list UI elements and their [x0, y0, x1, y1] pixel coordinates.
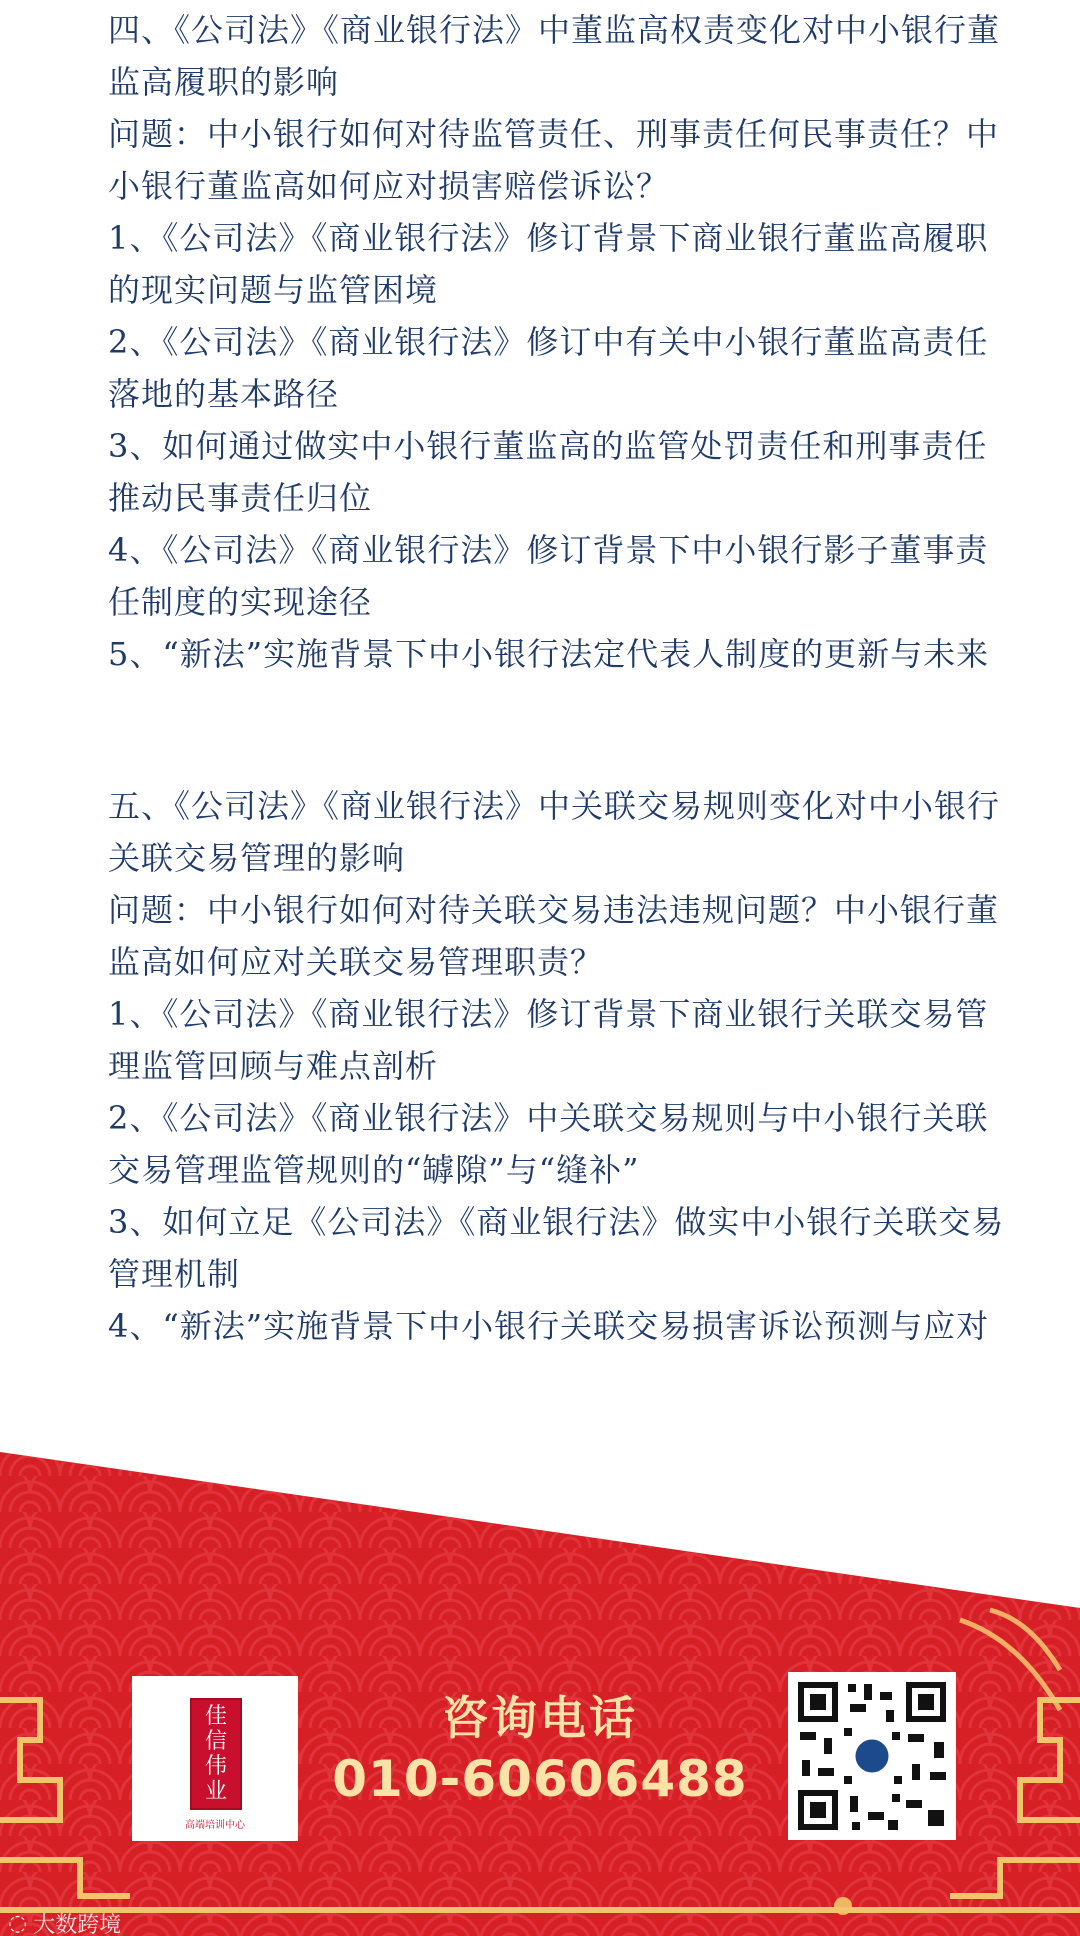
section-5	[108, 780, 1008, 1352]
section-4-item-3: 3、如何通过做实中小银行董监高的监管处罚责任和刑事责任推动民事责任归位	[108, 427, 988, 517]
section-5-title: 五、《公司法》《商业银行法》中关联交易规则变化对中小银行关联交易管理的影响	[108, 787, 1001, 877]
footer-banner	[0, 1440, 1080, 1936]
section-4	[108, 4, 1008, 680]
logo-char-3: 伟	[204, 1754, 227, 1779]
logo-char-1: 佳	[204, 1704, 227, 1729]
watermark	[8, 1908, 121, 1936]
logo-char-2: 信	[204, 1729, 227, 1754]
qr-code[interactable]	[788, 1672, 956, 1840]
section-5-question: 问题：中小银行如何对待关联交易违法违规问题？中小银行董监高如何应对关联交易管理职责？	[108, 891, 1000, 981]
watermark-text: 大数跨境	[33, 1913, 122, 1936]
contact-phone-number[interactable]: 010-60606488	[332, 1750, 748, 1808]
section-4-title: 四、《公司法》《商业银行法》中董监高权责变化对中小银行董监高履职的影响	[108, 11, 1001, 101]
section-5-item-4: 4、“新法”实施背景下中小银行关联交易损害诉讼预测与应对	[108, 1307, 990, 1345]
company-logo	[132, 1676, 298, 1841]
logo-seal	[190, 1698, 242, 1810]
section-5-item-3: 3、如何立足《公司法》《商业银行法》做实中小银行关联交易管理机制	[108, 1203, 1005, 1293]
watermark-logo-icon: ◌	[8, 1911, 28, 1936]
section-5-item-2: 2、《公司法》《商业银行法》中关联交易规则与中小银行关联交易管理监管规则的“罅隙”与“缝补”	[108, 1099, 989, 1189]
section-5-item-1: 1、《公司法》《商业银行法》修订背景下商业银行关联交易管理监管回顾与难点剖析	[108, 995, 989, 1085]
logo-char-4: 业	[204, 1779, 227, 1804]
qr-code-icon	[788, 1672, 956, 1840]
section-4-item-2: 2、《公司法》《商业银行法》修订中有关中小银行董监高责任落地的基本路径	[108, 323, 989, 413]
section-4-item-5: 5、“新法”实施背景下中小银行法定代表人制度的更新与未来	[108, 635, 990, 673]
logo-subtitle: 高端培训中心	[185, 1820, 245, 1831]
section-4-question: 问题：中小银行如何对待监管责任、刑事责任何民事责任？中小银行董监高如何应对损害赔偿诉讼？	[108, 115, 1000, 205]
contact-title: 咨询电话	[442, 1691, 638, 1745]
section-4-item-4: 4、《公司法》《商业银行法》修订背景下中小银行影子董事责任制度的实现途径	[108, 531, 989, 621]
section-4-item-1: 1、《公司法》《商业银行法》修订背景下商业银行董监高履职的现实问题与监管困境	[108, 219, 989, 309]
